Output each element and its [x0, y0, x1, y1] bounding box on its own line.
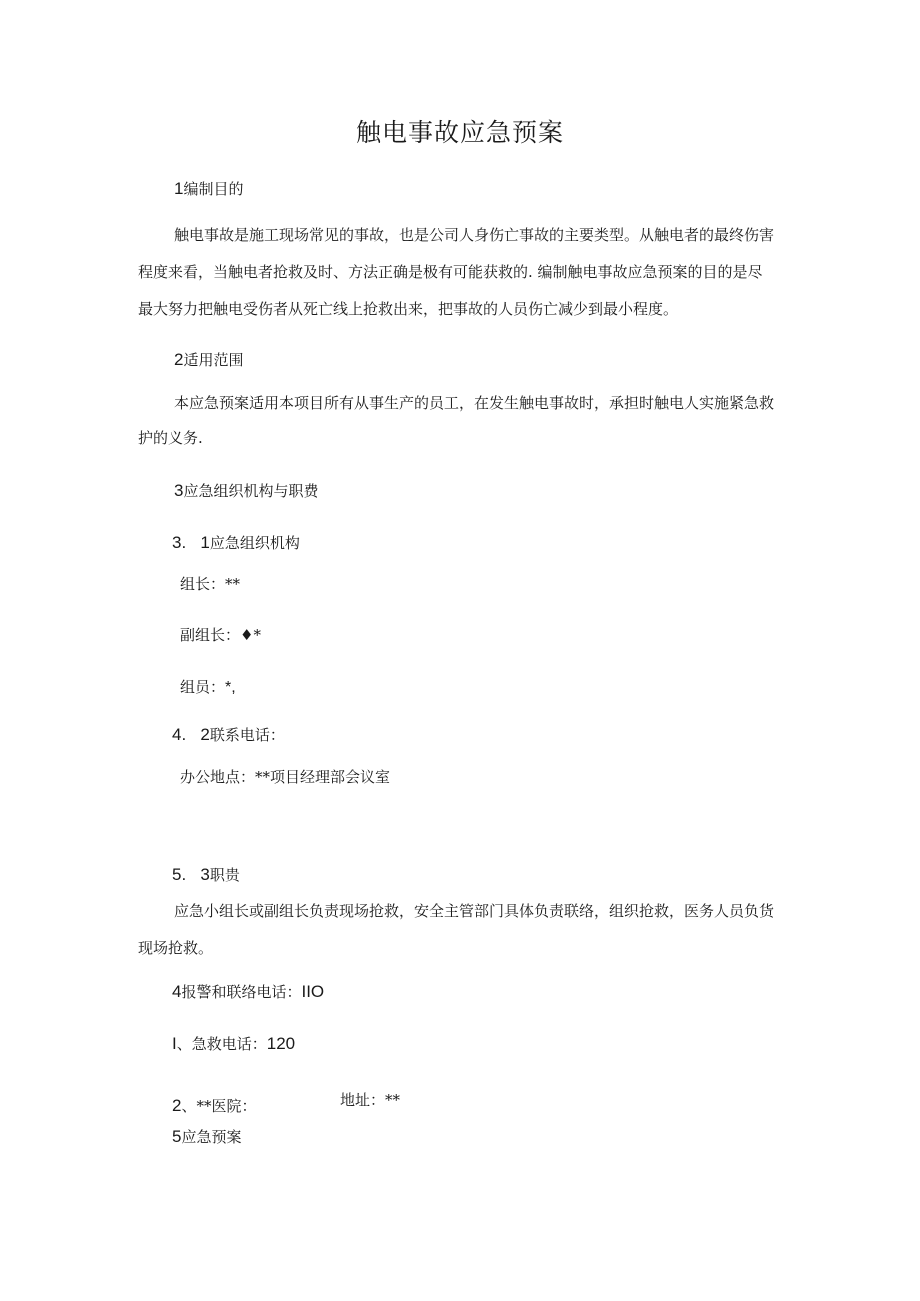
section-2-heading: [174, 351, 243, 368]
subsection-3-3-title: 职贵: [209, 866, 240, 884]
section-5-number: 5: [172, 1127, 182, 1146]
section-1-number: 1: [174, 179, 184, 198]
police-number: IIO: [301, 982, 325, 1001]
duties-paragraph-line-2: 现场抢救。: [138, 939, 214, 957]
duties-paragraph-line-1: 应急小组长或副组长负责现场抢救，安全主管部门具体负责联络，组织抢救，医务人员负货: [174, 902, 775, 920]
member-value: *,: [225, 679, 236, 696]
section-3-number: 3: [174, 481, 184, 500]
subsection-3-2-title: 联系电话：: [209, 726, 285, 744]
section-3-title: 应急组织机构与职费: [183, 482, 319, 500]
subsection-3-3-number: 5. 3: [172, 865, 210, 884]
section-2-title: 适用范围: [183, 351, 244, 369]
subsection-3-1-title: 应急组织机构: [209, 534, 300, 552]
hospital-address: 地址：**: [340, 1091, 401, 1109]
section-5-heading: [172, 1128, 241, 1145]
section-5-title: 应急预案: [181, 1128, 242, 1146]
subsection-3-2-heading: [172, 726, 285, 743]
subsection-3-1-number: 3. 1: [172, 533, 210, 552]
section-4-number: 4: [172, 982, 182, 1001]
section-1-title: 编制目的: [183, 180, 244, 198]
hospital-label: 、**医院：: [181, 1097, 257, 1115]
member-label: 组员：: [180, 678, 226, 696]
section-1-heading: [174, 180, 243, 197]
document-title: 触电事故应急预案: [355, 118, 564, 147]
subsection-3-3-heading: [172, 866, 240, 883]
deputy-leader-line: 副组长：♦*: [180, 626, 261, 644]
section-1-paragraph-line-2: 程度来看，当触电者抢救及时、方法正确是极有可能获救的. 编制触电事故应急预案的目的是尽: [138, 263, 763, 281]
section-2-paragraph-line-1: 本应急预案适用本项目所有从事生产的员工，在发生触电事故时，承担时触电人实施紧急救: [174, 394, 775, 412]
section-3-heading: [174, 482, 318, 499]
member-line: [180, 680, 236, 696]
section-2-number: 2: [174, 350, 184, 369]
leader-line: 组长：**: [180, 575, 241, 593]
office-location-line: 办公地点：**项目经理部会议室: [180, 768, 391, 786]
subsection-3-1-heading: [172, 534, 300, 551]
emergency-prefix: I: [172, 1034, 177, 1053]
section-2-paragraph-line-2: 护的义务.: [138, 429, 203, 447]
emergency-number: 120: [266, 1034, 296, 1053]
emergency-phone-line: [172, 1035, 295, 1052]
subsection-3-2-number: 4. 2: [172, 725, 210, 744]
hospital-number: 2: [172, 1096, 182, 1115]
section-1-paragraph-line-3: 最大努力把触电受伤者从死亡线上抢救出来，把事故的人员伤亡减少到最小程度。: [138, 300, 679, 318]
section-4-title: 报警和联络电话：: [181, 983, 302, 1001]
hospital-line: [172, 1097, 256, 1114]
emergency-label: 、急救电话：: [176, 1035, 267, 1053]
section-4-heading: [172, 983, 324, 1000]
section-1-paragraph-line-1: 触电事故是施工现场常见的事故，也是公司人身伤亡事故的主要类型。从触电者的最终伤害: [174, 226, 775, 244]
